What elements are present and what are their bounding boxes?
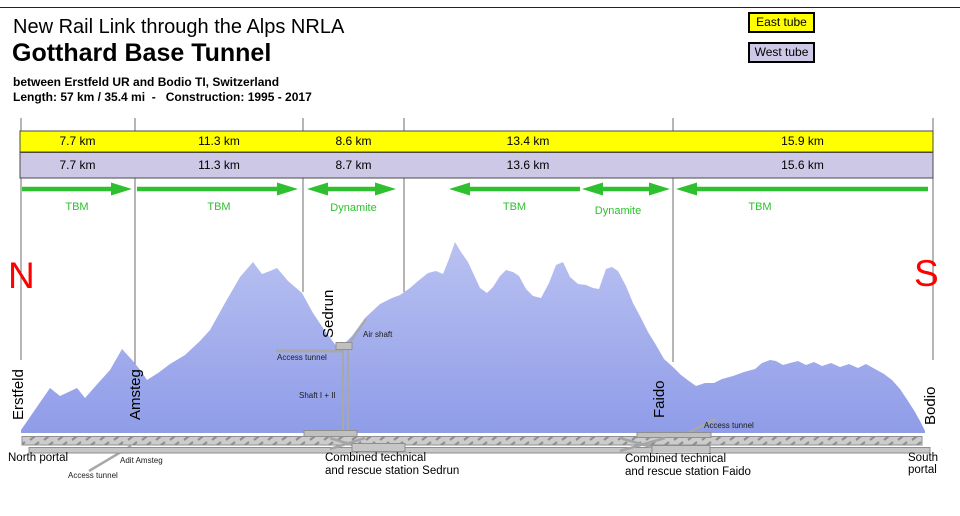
east-section-distance: 8.6 km — [335, 134, 372, 148]
station-faido-caption-line1: Combined technical — [625, 453, 727, 465]
station-sedrun-caption-line1: Combined technical — [325, 452, 427, 464]
station-faido-caption — [625, 453, 751, 478]
east-section-distance: 7.7 km — [59, 134, 96, 148]
construction-arrows — [22, 183, 928, 196]
compass-north: N — [8, 255, 35, 296]
legend-west-tube: West tube — [748, 42, 815, 63]
station-label-erstfeld: Erstfeld — [10, 369, 27, 420]
method-label: TBM — [502, 201, 527, 213]
method-label: TBM — [748, 201, 772, 213]
track-ties — [22, 437, 922, 446]
west-section-distance: 8.7 km — [335, 158, 372, 172]
method-label: Dynamite — [330, 202, 377, 214]
access-tunnel-north-label: Access tunnel — [68, 471, 118, 480]
method-label: TBM — [65, 201, 89, 213]
station-label-amsteg: Amsteg — [127, 369, 144, 420]
station-faido-caption-line2: and rescue station Faido — [625, 465, 751, 478]
west-section-distance: 15.6 km — [781, 158, 824, 172]
east-section-distance: 15.9 km — [781, 134, 824, 148]
station-sedrun-caption-line2: and rescue station Sedrun — [325, 464, 460, 477]
west-tube-track — [29, 448, 930, 454]
station-label-faido: Faido — [651, 380, 668, 418]
access-tunnel-sedrun-label: Access tunnel — [277, 353, 327, 362]
west-section-distance: 11.3 km — [198, 158, 240, 172]
legend-east-tube: East tube — [748, 12, 815, 33]
shaft-label: Shaft I + II — [299, 391, 336, 400]
west-section-distance: 13.6 km — [506, 158, 550, 172]
compass-south: S — [914, 253, 939, 294]
adit-amsteg-label: Adit Amsteg — [120, 456, 163, 465]
length-construction-info: Length: 57 km / 35.4 mi - Construction: 1995 - 2017 — [13, 90, 312, 104]
shaft-head-building — [336, 343, 352, 350]
page-title: New Rail Link through the Alps NRLA — [13, 16, 345, 38]
north-portal-label: North portal — [8, 452, 69, 464]
page-subtitle-main: Gotthard Base Tunnel — [12, 39, 272, 67]
station-sedrun-caption — [325, 452, 459, 477]
method-label: TBM — [207, 201, 231, 213]
east-section-distance: 13.4 km — [506, 134, 550, 148]
south-portal-label: South portal — [908, 452, 939, 476]
mountain-profile — [21, 242, 925, 433]
air-shaft-label: Air shaft — [363, 330, 393, 339]
west-section-distance: 7.7 km — [59, 158, 96, 172]
method-label: Dynamite — [594, 205, 642, 217]
route-description: between Erstfeld UR and Bodio TI, Switzerland — [13, 75, 280, 89]
station-label-bodio: Bodio — [922, 386, 939, 425]
east-section-distance: 11.3 km — [198, 134, 240, 148]
station-label-sedrun: Sedrun — [320, 289, 337, 338]
access-tunnel-faido-label: Access tunnel — [704, 421, 754, 430]
